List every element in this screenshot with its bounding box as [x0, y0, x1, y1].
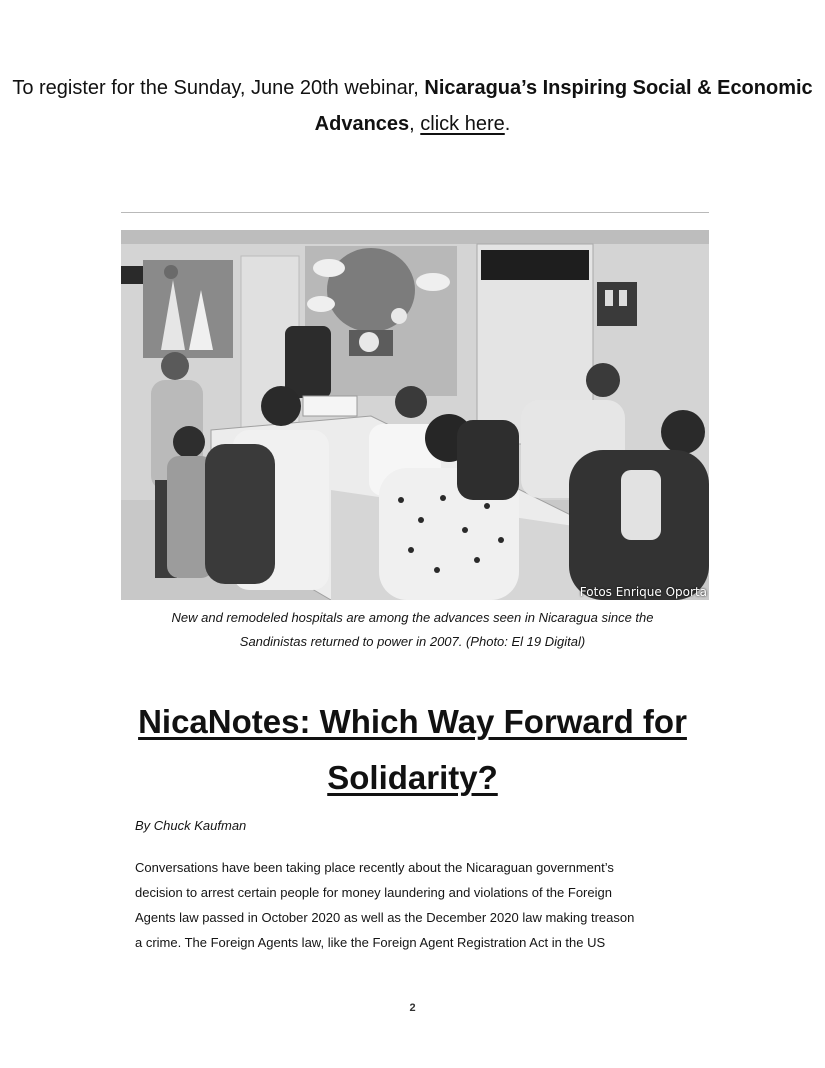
body-line: Conversations have been taking place recently about the Nicaraguan government’s	[135, 860, 614, 875]
body-line: Agents law passed in October 2020 as well as the December 2020 law making treason	[135, 910, 635, 925]
article-title-line-1: NicaNotes: Which Way Forward for	[138, 703, 687, 740]
register-separator: ,	[409, 113, 421, 135]
register-prefix: To register for the Sunday, June 20th webinar,	[12, 77, 425, 99]
caption-line-1: New and remodeled hospitals are among the advances seen in Nicaragua since the	[171, 610, 654, 625]
hospital-photo	[121, 230, 709, 600]
register-link[interactable]: click here	[420, 113, 505, 135]
article-title-line-2: Solidarity?	[327, 759, 498, 796]
body-line: a crime. The Foreign Agents law, like the Foreign Agent Registration Act in the US	[135, 935, 606, 950]
register-suffix: .	[504, 113, 511, 135]
page-number: 2	[409, 1002, 416, 1014]
hospital-photo-illustration	[121, 230, 709, 600]
caption-line-2: Sandinistas returned to power in 2007. (Photo: El 19 Digital)	[239, 634, 586, 649]
article-title	[0, 694, 825, 806]
article-byline: By Chuck Kaufman	[135, 818, 247, 833]
photo-credit: Fotos Enrique Oporta	[579, 585, 707, 599]
section-divider	[121, 212, 709, 213]
webinar-title: Nicaragua’s Inspiring Social & Economic Advances	[314, 77, 813, 135]
body-line: decision to arrest certain people for money laundering and violations of the Foreign	[135, 885, 612, 900]
article-body	[135, 855, 695, 955]
webinar-registration	[0, 70, 825, 142]
photo-caption	[0, 606, 825, 654]
